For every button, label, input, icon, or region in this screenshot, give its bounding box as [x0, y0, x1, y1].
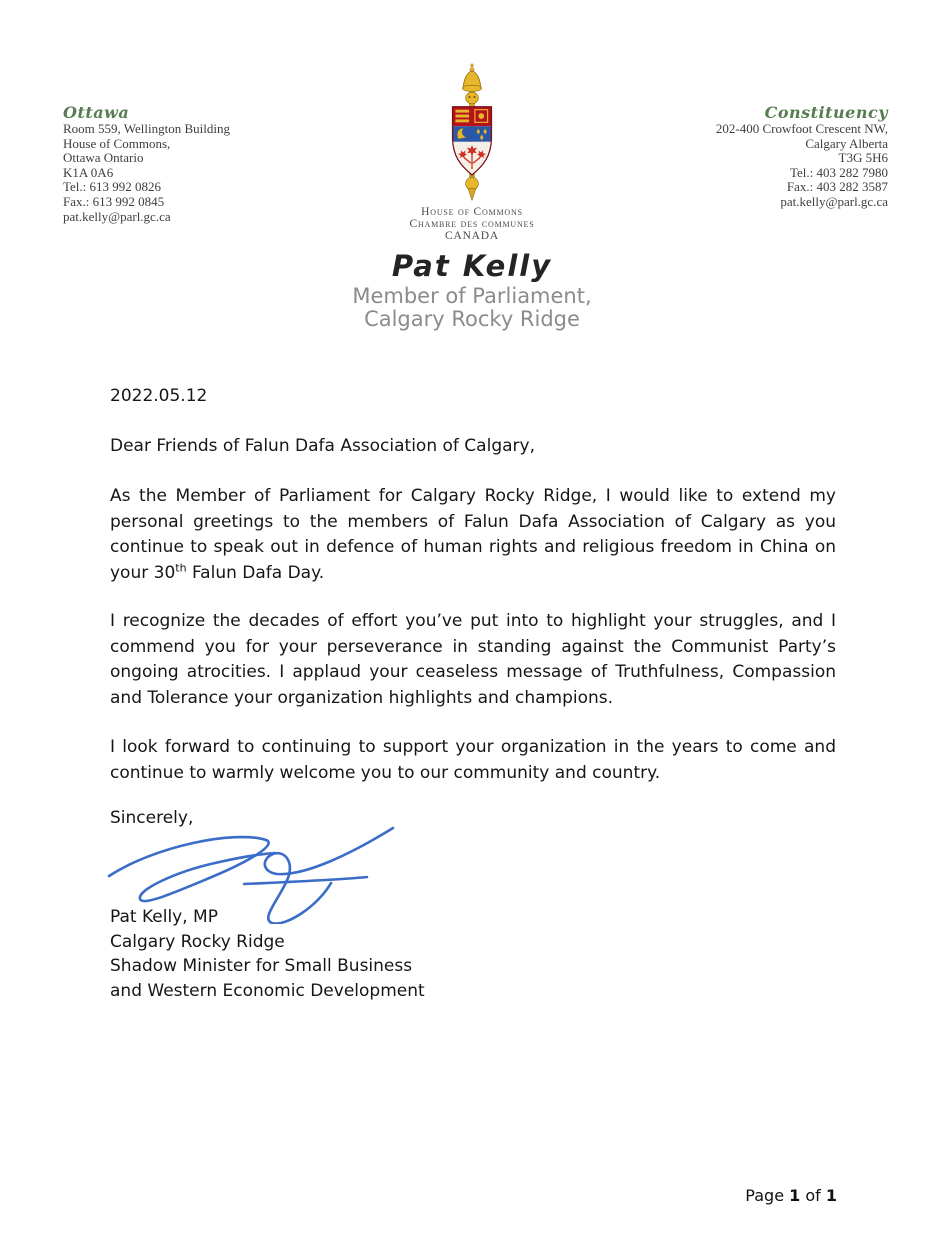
email-address: pat.kelly@parl.gc.ca — [780, 193, 888, 209]
signer-riding: Calgary Rocky Ridge — [110, 931, 285, 952]
footer-prefix: Page — [745, 1186, 790, 1205]
closing: Sincerely, — [110, 808, 194, 828]
address-line: K1A 0A6 — [63, 164, 114, 180]
paragraph-1-text: As the Member of Parliament for Calgary Rocky Ridge, I would like to extend my personal greetings to the members of Falun Dafa Association of Calgary as you continue to speak out in defence of human rights and religious freedom in China on your 30 — [110, 486, 836, 583]
house-of-commons-crest-icon — [422, 62, 522, 208]
mp-name: Pat Kelly — [391, 249, 553, 283]
signer-block — [110, 905, 425, 1004]
address-line: Tel.: 403 282 7980 — [789, 164, 888, 180]
letter-date: 2022.05.12 — [110, 386, 208, 406]
address-line: Calgary Alberta — [805, 135, 888, 151]
signer-name: Pat Kelly, MP — [110, 907, 218, 927]
ottawa-address-block — [63, 103, 230, 224]
address-line: Fax.: 613 992 0845 — [63, 193, 165, 209]
salutation: Dear Friends of Falun Dafa Association of Calgary, — [110, 436, 535, 456]
crest-caption-fr: Chambre des communes — [409, 218, 535, 231]
address-line: House of Commons, — [63, 135, 171, 151]
footer-middle: of — [800, 1186, 826, 1205]
crest-caption-en: House of Commons — [421, 206, 523, 218]
paragraph-1-tail: Falun Dafa Day. — [186, 562, 325, 583]
address-line: 202-400 Crowfoot Crescent NW, — [715, 121, 888, 136]
paragraph-2: I recognize the decades of effort you’ve put into to highlight your struggles, and I commend you for your perseverance in standing against the Communist Party’s ongoing atrocities. I applaud your ceaseless message of Truthfulness, Compassion and Tolerance your organization highlights and champions. — [110, 611, 836, 708]
address-line: Room 559, Wellington Building — [63, 121, 231, 136]
email-address: pat.kelly@parl.gc.ca — [63, 208, 171, 224]
mp-title-line1: Member of Parliament, — [352, 284, 592, 308]
address-line: T3G 5H6 — [838, 150, 888, 166]
crest-caption — [322, 206, 622, 243]
ordinal-superscript: th — [175, 560, 187, 574]
ottawa-label: Ottawa — [63, 103, 130, 122]
mp-title — [272, 285, 672, 331]
mp-title-line2: Calgary Rocky Ridge — [364, 307, 580, 331]
signer-role-line2: and Western Economic Development — [110, 981, 425, 1002]
address-line: Ottawa Ontario — [63, 150, 144, 166]
address-line: Fax.: 403 282 3587 — [786, 179, 888, 195]
constituency-address-block — [716, 103, 888, 210]
signer-role-line1: Shadow Minister for Small Business — [110, 956, 413, 977]
paragraph-3: I look forward to continuing to support your organization in the years to come and continue to warmly welcome you to our community and country. — [110, 737, 836, 783]
shield-icon — [453, 107, 492, 177]
footer-page-total: 1 — [825, 1186, 837, 1205]
paragraph-1 — [110, 484, 836, 586]
constituency-label: Constituency — [764, 103, 888, 122]
crest-caption-canada: CANADA — [445, 230, 499, 243]
page-footer — [745, 1186, 837, 1205]
footer-page-number: 1 — [789, 1186, 801, 1205]
address-line: Tel.: 613 992 0826 — [63, 179, 162, 195]
